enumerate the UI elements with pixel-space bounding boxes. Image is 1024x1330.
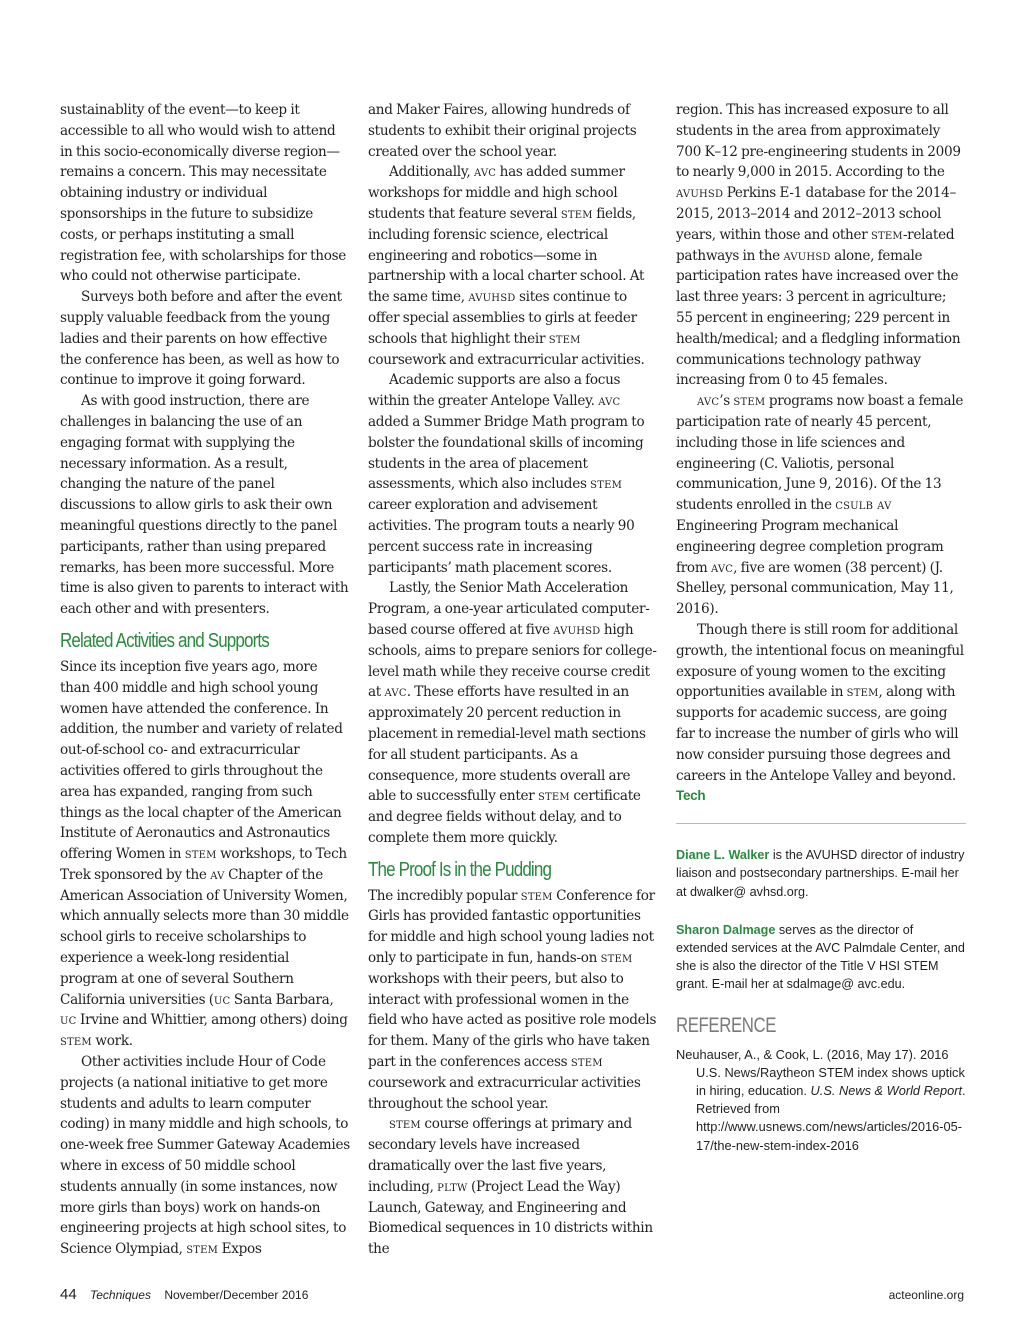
- paragraph: Though there is still room for additional growth, the intentional focus on meaningful exposure of young women to the exciting opportunities available in stem, along with supports for academic success, are going far to increase the number of girls who will now consider pursuing those degrees and careers in the Antelope Valley and beyond. Tech: [676, 621, 964, 804]
- paragraph: Lastly, the Senior Math Acceleration Program, a one-year articulated computer-based course offered at five avuhsd high schools, aims to prepare seniors for college-level math while they receive course credit at avc. These efforts have resulted in an approximately 20 percent reduction in placement in remedial-level math sections for all student participants. As a consequence, more students overall are able to successfully enter stem certificate and degree fields without delay, and to complete them more quickly.: [368, 580, 657, 846]
- section-heading-proof-pudding: The Proof Is in the Pudding: [368, 858, 552, 881]
- website: acteonline.org: [888, 1288, 964, 1302]
- paragraph: and Maker Faires, allowing hundreds of students to exhibit their original projects created over the school year.: [368, 102, 637, 160]
- paragraph: sustainablity of the event—to keep it accessible to all who would wish to attend in this socio-economically diverse region—remains a concern. This may necessitate obtaining industry or individual sponsorships in the future to subsidize costs, or perhaps instituting a small registration fee, with scholarships for those who could not otherwise participate.: [60, 102, 347, 285]
- paragraph: region. This has increased exposure to all students in the area from approximately 700 K–12 pre-engineering students in 2009 to nearly 9,000 in 2015. According to the avuhsd Perkins E-1 database for the 2014–2015, 2013–2014 and 2012–2013 school years, within those and other stem-related pathways in the avuhsd alone, female participation rates have increased over the last three years: 3 percent in agriculture; 55 percent in engineering; 229 percent in health/medical; and a fledgling information communications technology pathway increasing from 0 to 45 females.: [676, 102, 961, 389]
- page-footer: [60, 1286, 964, 1306]
- divider: [676, 823, 966, 824]
- column-1: [60, 100, 350, 1260]
- reference-heading: REFERENCE: [676, 1013, 777, 1037]
- paragraph: Additionally, avc has added summer workshops for middle and high school students that feature several stem fields, including forensic science, electrical engineering and robotics—some in partnership with a local charter school. At the same time, avuhsd sites continue to offer special assemblies to girls at feeder schools that highlight their stem coursework and extracurricular activities.: [368, 164, 645, 368]
- end-mark: Tech: [676, 788, 706, 804]
- paragraph: Other activities include Hour of Code projects (a national initiative to get more students and adults to learn computer coding) in many middle and high schools, to one-week free Summer Gateway Academies where in excess of 50 middle school students annually (in some instances, now more girls than boys) work on hands-on engineering projects at high school sites, to Science Olympiad, stem Expos: [60, 1054, 350, 1258]
- author-name: Sharon Dalmage: [676, 922, 776, 937]
- page-number: 44: [60, 1286, 77, 1303]
- magazine-name: Techniques: [90, 1288, 151, 1302]
- paragraph: As with good instruction, there are challenges in balancing the use of an engaging format with supplying the necessary information. As a result, changing the nature of the panel discussions to allow girls to ask their own meaningful questions directly to the panel participants, rather than using prepared remarks, has been more successful. More time is also given to parents to interact with each other and with presenters.: [60, 393, 349, 618]
- reference-entry: Neuhauser, A., & Cook, L. (2016, May 17). 2016 U.S. News/Raytheon STEM index shows uptick in hiring, education. U.S. News & World Report. Retrieved from http://www.usnews.com/news/articles/2016-05-17/the-new-stem-index-2016: [676, 1046, 966, 1153]
- paragraph: stem course offerings at primary and secondary levels have increased dramatically over the last five years, including, pltw (Project Lead the Way) Launch, Gateway, and Engineering and Biomedical sequences in 10 districts within the: [368, 1116, 653, 1258]
- column-2: [368, 100, 658, 1260]
- section-heading-related-activities: Related Activities and Supports: [60, 629, 269, 652]
- author-bio: Diane L. Walker is the AVUHSD director of industry liaison and postsecondary partnerships. E-mail her at dwalker@ avhsd.org.: [676, 848, 965, 899]
- paragraph: avc’s stem programs now boast a female participation rate of nearly 45 percent, including those in life sciences and engineering (C. Valiotis, personal communication, June 9, 2016). Of the 13 students enrolled in the csulb av Engineering Program mechanical engineering degree completion program from avc, five are women (38 percent) (J. Shelley, personal communication, May 11, 2016).: [676, 393, 964, 618]
- paragraph: Since its inception five years ago, more than 400 middle and high school young women have attended the conference. In addition, the number and variety of related out-of-school co- and extracurricular activities offered to girls throughout the area has expanded, ranging from such things as the local chapter of the American Institute of Aeronautics and Astronautics offering Women in stem workshops, to Tech Trek sponsored by the av Chapter of the American Association of University Women, which annually selects more than 30 middle school girls to receive scholarships to experience a week-long residential program at one of several Southern California universities (uc Santa Barbara, uc Irvine and Whittier, among others) doing stem work.: [60, 658, 349, 1050]
- author-name: Diane L. Walker: [676, 848, 770, 863]
- issue-date: November/December 2016: [164, 1288, 309, 1302]
- paragraph: Academic supports are also a focus within the greater Antelope Valley. avc added a Summer Bridge Math program to bolster the foundational skills of incoming students in the area of placement assessments, which also includes stem career exploration and advisement activities. The program touts a nearly 90 percent success rate in increasing participants’ math placement scores.: [368, 372, 645, 576]
- paragraph: Surveys both before and after the event supply valuable feedback from the young ladies and their parents on how effective the conference has been, as well as how to continue to improve it going forward.: [60, 289, 342, 389]
- author-bio: Sharon Dalmage serves as the director of extended services at the AVC Palmdale Center, and she is also the director of the Title V HSI STEM grant. E-mail her at sdalmage@ avc.edu.: [676, 922, 965, 992]
- column-3: [676, 100, 966, 1155]
- paragraph: The incredibly popular stem Conference for Girls has provided fantastic opportunities for middle and high school young ladies not only to participate in fun, hands-on stem workshops with their peers, but also to interact with professional women in the field who have acted as positive role models for them. Many of the girls who have taken part in the conferences access stem coursework and extracurricular activities throughout the school year.: [368, 887, 657, 1112]
